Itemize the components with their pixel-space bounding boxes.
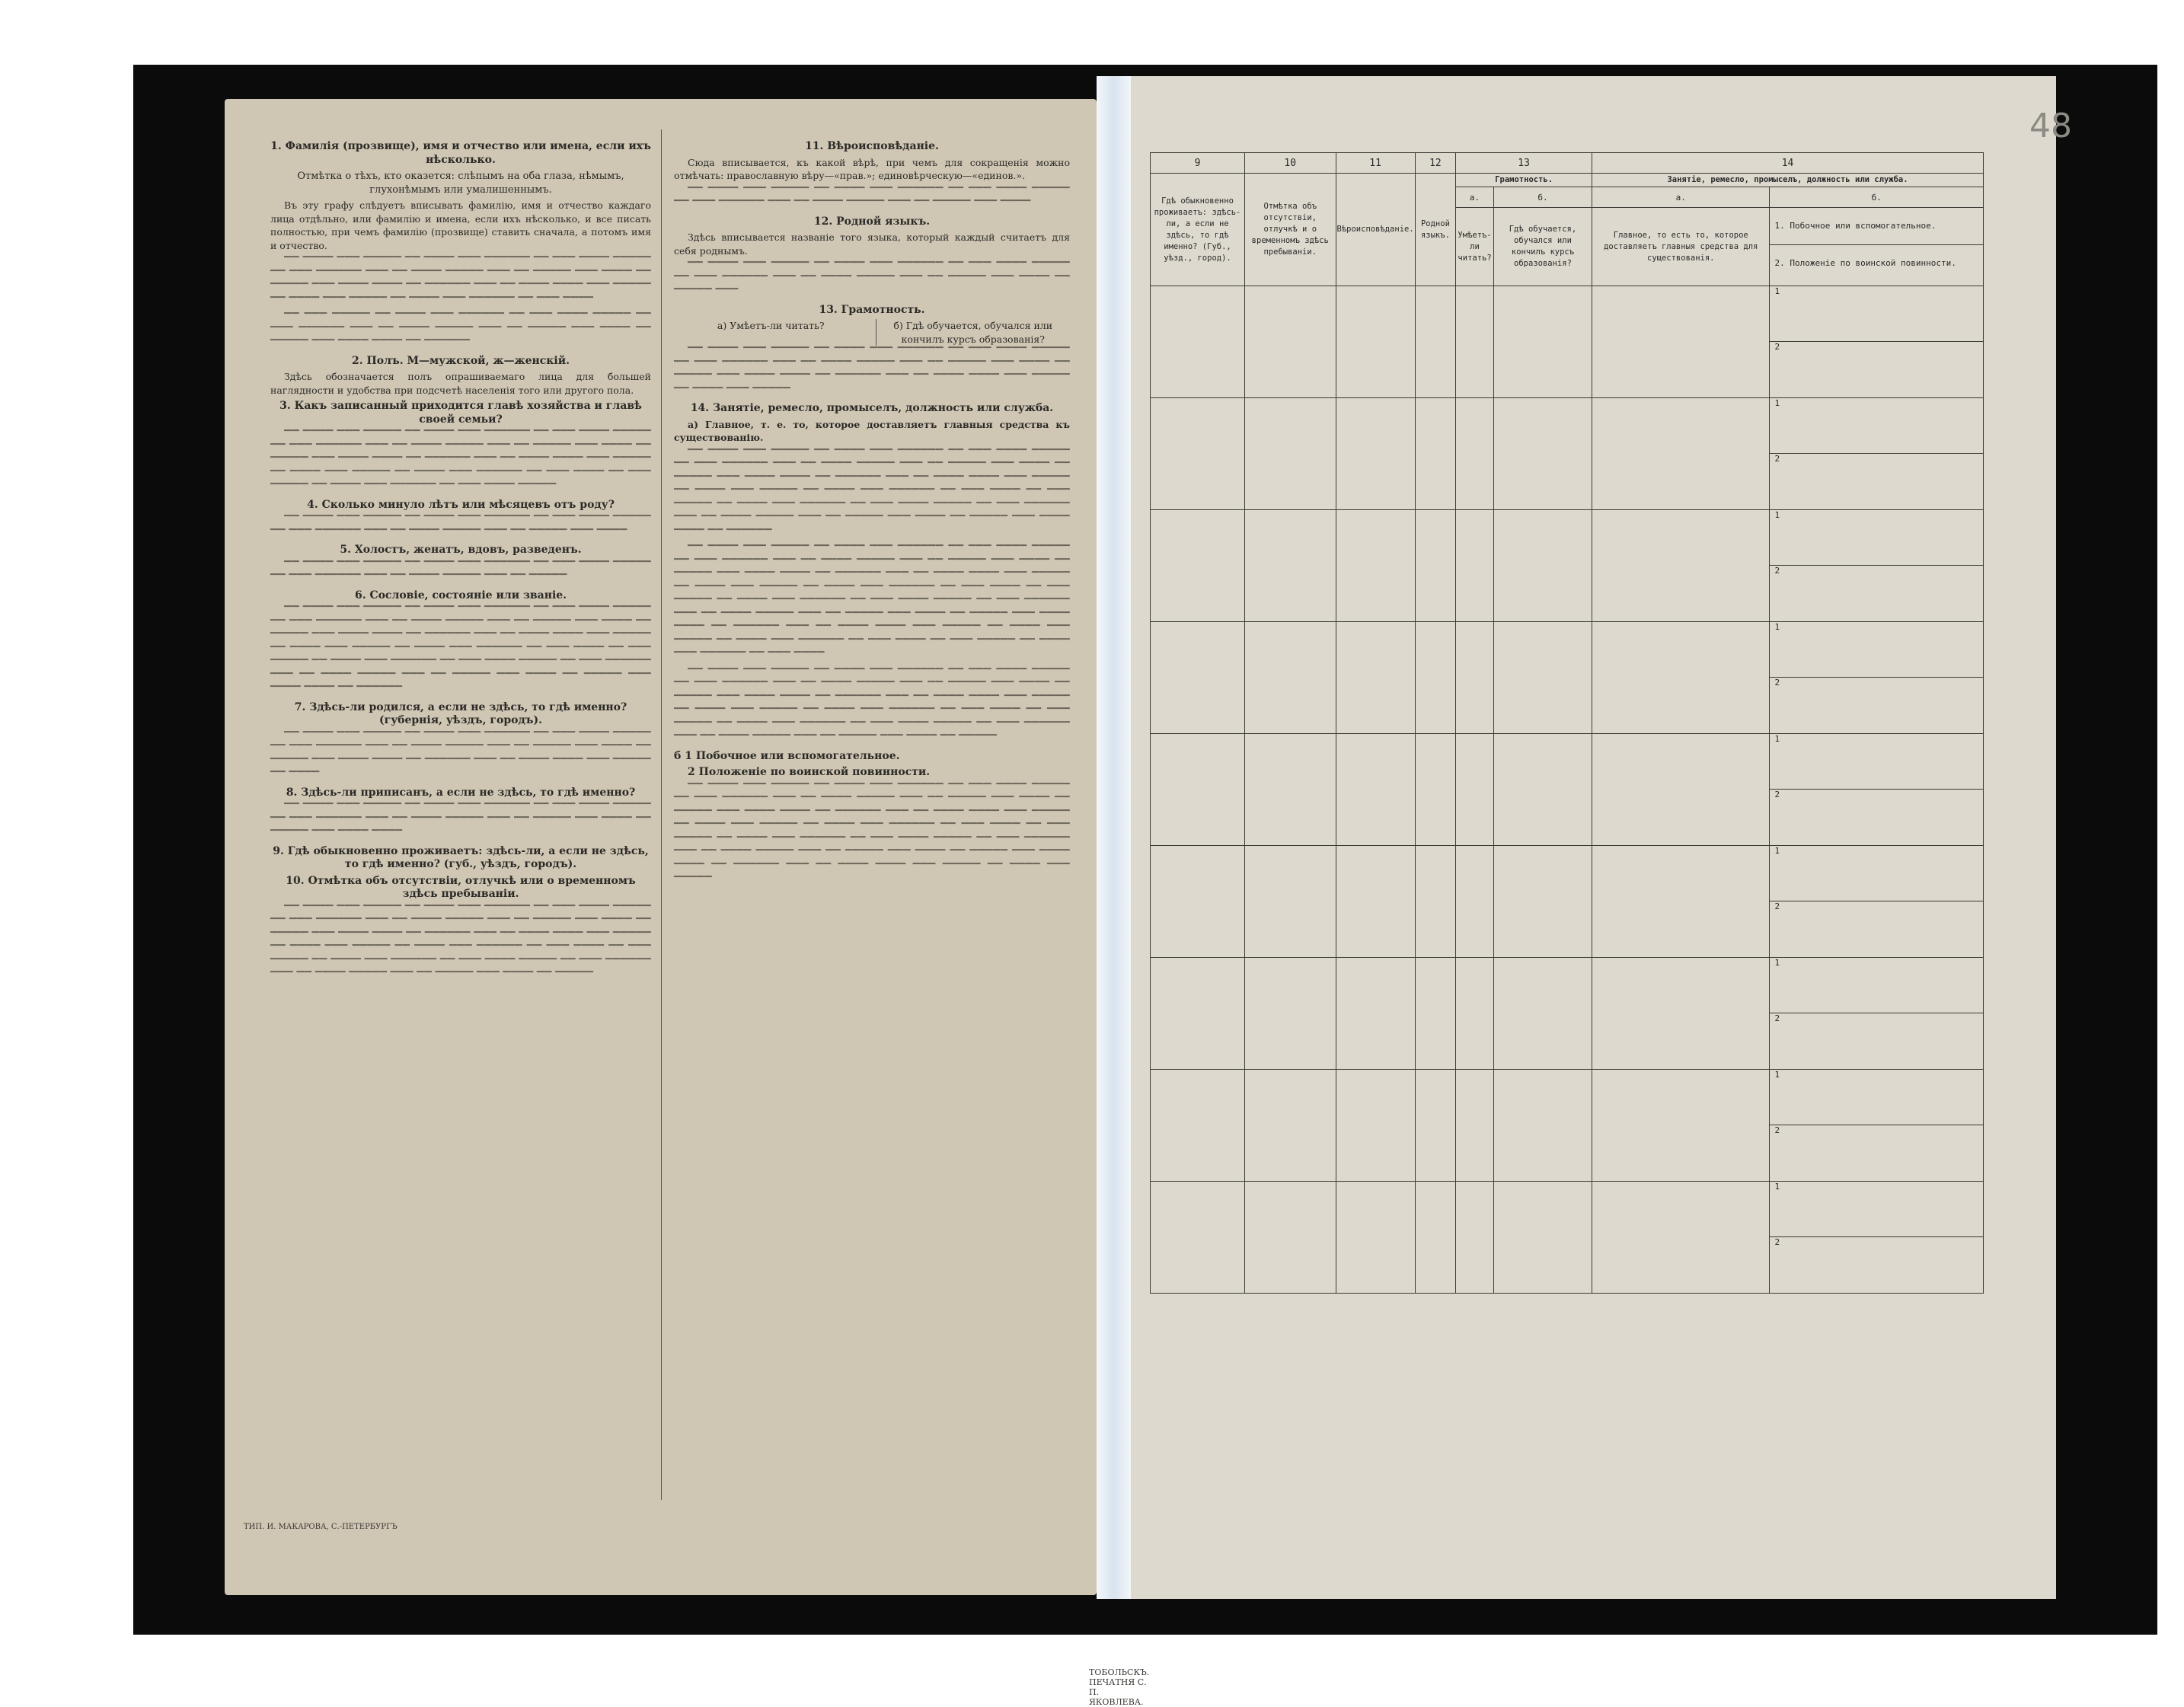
section-14b2-title: 2 Положеніе по воинской повинности.: [688, 766, 931, 778]
header-education: Гдѣ обучается, обучался или кончилъ курсъ образованія?: [1493, 208, 1592, 286]
form-entry-cell: [1415, 1070, 1456, 1182]
form-entry-row: [1151, 286, 1984, 398]
row-mark-2: 2: [1774, 1013, 1780, 1023]
body-text-block: ▔▔ ▔▔▔▔ ▔▔▔ ▔▔▔▔▔ ▔▔ ▔▔▔▔ ▔▔▔ ▔▔▔▔▔▔ ▔▔ ▔▔▔ ▔▔▔▔ ▔▔▔▔▔ ▔▔ ▔▔▔ ▔▔▔▔▔▔ ▔▔▔ ▔▔ ▔▔▔▔ ▔▔▔▔▔ ▔▔▔ ▔▔ ▔▔▔▔▔ ▔▔▔ ▔▔▔▔: [270, 515, 651, 540]
instructions-column-1: [270, 137, 651, 1553]
form-entry-row: [1151, 1182, 1984, 1294]
sub-label-14a: а.: [1592, 187, 1770, 208]
form-entry-cell: [1456, 1182, 1494, 1294]
form-entry-cell: [1592, 286, 1770, 398]
form-entry-row: [1151, 398, 1984, 510]
form-entry-cell: [1415, 734, 1456, 846]
form-entry-cell: [1493, 734, 1592, 846]
body-text-block: ▔▔ ▔▔▔▔ ▔▔▔ ▔▔▔▔▔ ▔▔ ▔▔▔▔ ▔▔▔ ▔▔▔▔▔▔ ▔▔ ▔▔▔ ▔▔▔▔ ▔▔▔▔▔ ▔▔ ▔▔▔ ▔▔▔▔▔▔ ▔▔▔ ▔▔ ▔▔▔▔ ▔▔▔▔▔ ▔▔▔ ▔▔ ▔▔▔▔▔ ▔▔▔ ▔▔▔▔ ▔▔ ▔▔▔▔▔ ▔▔▔ ▔▔▔▔ ▔▔▔▔ ▔▔ ▔▔▔▔▔▔ ▔▔▔ ▔▔ ▔▔▔▔ ▔▔▔▔ ▔▔▔ ▔▔▔▔▔ ▔▔ ▔▔▔▔: [270, 730, 651, 782]
column-number: 13: [1456, 153, 1592, 174]
row-mark-2: 2: [1774, 901, 1780, 911]
body-text-block: ▔▔ ▔▔▔▔ ▔▔▔ ▔▔▔▔▔ ▔▔ ▔▔▔▔ ▔▔▔ ▔▔▔▔▔▔ ▔▔ ▔▔▔ ▔▔▔▔ ▔▔▔▔▔ ▔▔ ▔▔▔ ▔▔▔▔▔▔ ▔▔▔ ▔▔ ▔▔▔▔ ▔▔▔▔▔ ▔▔▔ ▔▔ ▔▔▔▔▔ ▔▔▔ ▔▔▔▔ ▔▔ ▔▔▔▔▔ ▔▔▔ ▔▔▔▔ ▔▔▔▔ ▔▔ ▔▔▔▔▔▔ ▔▔▔ ▔▔ ▔▔▔▔ ▔▔▔▔ ▔▔▔ ▔▔▔▔▔ ▔▔ ▔▔▔▔ ▔▔▔ ▔▔▔▔▔ ▔▔ ▔▔▔▔ ▔▔▔ ▔▔▔▔▔▔ ▔▔ ▔▔▔ ▔▔▔▔ ▔▔ ▔▔▔ ▔▔▔▔▔ ▔▔ ▔▔▔▔ ▔▔▔ ▔▔▔▔▔▔ ▔▔ ▔▔▔ ▔▔▔▔ ▔▔▔▔▔ ▔▔ ▔▔▔ ▔▔▔▔▔▔ ▔▔▔ ▔▔ ▔▔▔▔ ▔▔▔▔▔ ▔▔▔ ▔▔ ▔▔▔▔▔ ▔▔▔ ▔▔▔▔ ▔▔ ▔▔▔▔▔: [270, 904, 651, 982]
form-entry-cell: [1151, 958, 1245, 1070]
row-mark-1: 1: [1770, 622, 1983, 678]
form-entry-cell: [1336, 846, 1415, 958]
form-entry-cell: [1592, 622, 1770, 734]
section-12-text: Здѣсь вписывается названіе того языка, который каждый считаетъ для себя роднымъ.: [674, 231, 1070, 257]
body-text-block: ▔▔ ▔▔▔▔ ▔▔▔ ▔▔▔▔▔ ▔▔ ▔▔▔▔ ▔▔▔ ▔▔▔▔▔▔ ▔▔ ▔▔▔ ▔▔▔▔ ▔▔▔▔▔ ▔▔ ▔▔▔ ▔▔▔▔▔▔ ▔▔▔ ▔▔ ▔▔▔▔ ▔▔▔▔▔ ▔▔▔ ▔▔ ▔▔▔▔▔: [270, 560, 651, 585]
row-mark-2: 2: [1774, 454, 1780, 464]
form-entry-cell: [1415, 958, 1456, 1070]
form-entry-cell: [1151, 286, 1245, 398]
section-2-text: Здѣсь обозначается полъ опрашиваемаго лица для большей наглядности и удобства при подсчетѣ населенія того или другого пола.: [270, 371, 651, 396]
form-entry-cell: [1245, 1070, 1336, 1182]
section-5-title: 5. Холостъ, женатъ, вдовъ, разведенъ.: [340, 544, 582, 556]
column-number: 9: [1151, 153, 1245, 174]
form-entry-cell: [1415, 1182, 1456, 1294]
column-number: 12: [1415, 153, 1456, 174]
form-entry-cell: [1336, 958, 1415, 1070]
body-text-block: ▔▔ ▔▔▔▔ ▔▔▔ ▔▔▔▔▔ ▔▔ ▔▔▔▔ ▔▔▔ ▔▔▔▔▔▔ ▔▔ ▔▔▔ ▔▔▔▔ ▔▔▔▔▔ ▔▔ ▔▔▔ ▔▔▔▔▔▔ ▔▔▔ ▔▔ ▔▔▔▔ ▔▔▔▔▔ ▔▔▔ ▔▔ ▔▔▔▔▔ ▔▔▔ ▔▔▔▔ ▔▔ ▔▔▔▔▔ ▔▔▔: [674, 261, 1070, 299]
body-text-block: ▔▔ ▔▔▔▔ ▔▔▔ ▔▔▔▔▔ ▔▔ ▔▔▔▔ ▔▔▔ ▔▔▔▔▔▔ ▔▔ ▔▔▔ ▔▔▔▔ ▔▔▔▔▔ ▔▔ ▔▔▔ ▔▔▔▔▔▔ ▔▔▔ ▔▔ ▔▔▔▔ ▔▔▔▔▔ ▔▔▔ ▔▔ ▔▔▔▔▔ ▔▔▔ ▔▔▔▔ ▔▔ ▔▔▔▔▔ ▔▔▔ ▔▔▔▔ ▔▔▔▔ ▔▔ ▔▔▔▔▔▔ ▔▔▔ ▔▔ ▔▔▔▔ ▔▔▔▔ ▔▔▔ ▔▔▔▔▔ ▔▔ ▔▔▔▔ ▔▔▔ ▔▔▔▔▔ ▔▔ ▔▔▔▔ ▔▔▔ ▔▔▔▔▔▔ ▔▔ ▔▔▔ ▔▔▔▔ ▔▔ ▔▔▔ ▔▔▔▔▔ ▔▔ ▔▔▔▔ ▔▔▔ ▔▔▔▔▔▔ ▔▔ ▔▔▔ ▔▔▔▔ ▔▔▔▔▔: [270, 429, 651, 494]
section-1-title: 1. Фамилія (прозвище), имя и отчество или имена, если ихъ нѣсколько.: [270, 140, 651, 166]
book-spine: [1097, 76, 1131, 1599]
sub-label-14b: б.: [1770, 187, 1984, 208]
form-entry-cell: [1151, 398, 1245, 510]
row-mark-1: 1: [1770, 958, 1983, 1013]
body-text-block: ▔▔ ▔▔▔▔ ▔▔▔ ▔▔▔▔▔ ▔▔ ▔▔▔▔ ▔▔▔ ▔▔▔▔▔▔ ▔▔ ▔▔▔ ▔▔▔▔ ▔▔▔▔▔ ▔▔ ▔▔▔ ▔▔▔▔▔▔ ▔▔▔ ▔▔ ▔▔▔▔ ▔▔▔▔▔ ▔▔▔ ▔▔ ▔▔▔▔▔ ▔▔▔ ▔▔▔▔ ▔▔ ▔▔▔▔▔ ▔▔▔ ▔▔▔▔ ▔▔▔▔ ▔▔ ▔▔▔▔▔▔ ▔▔▔ ▔▔ ▔▔▔▔ ▔▔▔▔ ▔▔▔ ▔▔▔▔▔ ▔▔ ▔▔▔▔ ▔▔▔ ▔▔▔▔▔: [674, 346, 1070, 398]
form-entry-cell-split: [1770, 734, 1984, 846]
form-entry-cell: [1245, 1182, 1336, 1294]
section-8-title: 8. Здѣсь-ли приписанъ, а если не здѣсь, то гдѣ именно?: [286, 786, 636, 799]
header-absence-note: Отмѣтка объ отсутствіи, отлучкѣ и о временномъ здѣсь пребываніи.: [1245, 174, 1336, 286]
form-entry-row: [1151, 734, 1984, 846]
form-entry-cell: [1245, 734, 1336, 846]
header-residence: Гдѣ обыкновенно проживаетъ: здѣсь-ли, а если не здѣсь, то гдѣ именно? (Губ., уѣзд., город).: [1151, 174, 1245, 286]
section-2-title: 2. Полъ. М—мужской, ж—женскій.: [352, 354, 570, 367]
sub-label-13a: а.: [1456, 187, 1494, 208]
body-text-block: ▔▔ ▔▔▔▔ ▔▔▔ ▔▔▔▔▔ ▔▔ ▔▔▔▔ ▔▔▔ ▔▔▔▔▔▔ ▔▔ ▔▔▔ ▔▔▔▔ ▔▔▔▔▔ ▔▔ ▔▔▔ ▔▔▔▔▔▔ ▔▔▔ ▔▔ ▔▔▔▔ ▔▔▔▔▔ ▔▔▔ ▔▔ ▔▔▔▔▔ ▔▔▔ ▔▔▔▔ ▔▔ ▔▔▔▔▔ ▔▔▔ ▔▔▔▔ ▔▔▔▔ ▔▔ ▔▔▔▔▔▔ ▔▔▔ ▔▔ ▔▔▔▔ ▔▔▔▔ ▔▔▔ ▔▔▔▔▔ ▔▔ ▔▔▔▔ ▔▔▔ ▔▔▔▔▔ ▔▔ ▔▔▔▔ ▔▔▔ ▔▔▔▔▔▔ ▔▔ ▔▔▔ ▔▔▔▔ ▔▔ ▔▔▔ ▔▔▔▔▔ ▔▔ ▔▔▔▔ ▔▔▔ ▔▔▔▔▔▔ ▔▔ ▔▔▔ ▔▔▔▔ ▔▔▔▔▔ ▔▔ ▔▔▔ ▔▔▔▔▔▔ ▔▔▔ ▔▔ ▔▔▔▔ ▔▔▔▔▔ ▔▔▔ ▔▔ ▔▔▔▔▔ ▔▔▔ ▔▔▔▔ ▔▔ ▔▔▔▔▔ ▔▔▔ ▔▔▔▔ ▔▔▔▔ ▔▔ ▔▔▔▔▔▔: [270, 605, 651, 697]
form-entry-cell-split: [1770, 510, 1984, 622]
form-entry-cell: [1151, 1070, 1245, 1182]
section-10-title: 10. Отмѣтка объ отсутствіи, отлучкѣ или о временномъ здѣсь пребываніи.: [286, 874, 636, 900]
form-entry-cell: [1336, 734, 1415, 846]
form-entry-cell: [1336, 1070, 1415, 1182]
form-entry-cell: [1336, 398, 1415, 510]
section-1-subtitle: Отмѣтка о тѣхъ, кто оказется: слѣпымъ на оба глаза, нѣмымъ, глухонѣмымъ или умалишеннымъ.: [297, 171, 624, 196]
row-mark-1: 1: [1770, 510, 1983, 566]
form-entry-row: [1151, 622, 1984, 734]
form-entry-cell: [1493, 398, 1592, 510]
column-number: 14: [1592, 153, 1984, 174]
section-6-title: 6. Сословіе, состояніе или званіе.: [354, 589, 567, 601]
header-native-language: Родной языкъ.: [1415, 174, 1456, 286]
form-entry-cell: [1493, 510, 1592, 622]
form-entry-cell: [1456, 398, 1494, 510]
printer-imprint-right: ТОБОЛЬСКЪ. ПЕЧАТНЯ С. П. ЯКОВЛЕВА.: [1089, 1667, 1150, 1707]
header-occupation: Занятіе, ремесло, промыселъ, должность или служба.: [1592, 174, 1984, 187]
row-mark-2: 2: [1774, 566, 1780, 576]
sub-label-13b: б.: [1493, 187, 1592, 208]
body-text-block: ▔▔ ▔▔▔▔ ▔▔▔ ▔▔▔▔▔ ▔▔ ▔▔▔▔ ▔▔▔ ▔▔▔▔▔▔ ▔▔ ▔▔▔ ▔▔▔▔ ▔▔▔▔▔ ▔▔ ▔▔▔ ▔▔▔▔▔▔ ▔▔▔ ▔▔ ▔▔▔▔ ▔▔▔▔▔ ▔▔▔ ▔▔ ▔▔▔▔▔ ▔▔▔ ▔▔▔▔: [674, 186, 1070, 211]
section-4-title: 4. Сколько минуло лѣтъ или мѣсяцевъ отъ роду?: [307, 498, 615, 511]
form-entry-cell: [1592, 398, 1770, 510]
body-text-block: ▔▔ ▔▔▔▔ ▔▔▔ ▔▔▔▔▔ ▔▔ ▔▔▔▔ ▔▔▔ ▔▔▔▔▔▔ ▔▔ ▔▔▔ ▔▔▔▔ ▔▔▔▔▔ ▔▔ ▔▔▔ ▔▔▔▔▔▔ ▔▔▔ ▔▔ ▔▔▔▔ ▔▔▔▔▔ ▔▔▔ ▔▔ ▔▔▔▔▔ ▔▔▔ ▔▔▔▔ ▔▔ ▔▔▔▔▔ ▔▔▔ ▔▔▔▔ ▔▔▔▔: [270, 802, 651, 841]
census-form-table: [1150, 152, 1984, 1294]
header-military-status: 2. Положеніе по воинской повинности.: [1774, 258, 1956, 268]
form-entry-cell: [1415, 846, 1456, 958]
form-entry-cell: [1493, 286, 1592, 398]
form-entry-cell: [1245, 510, 1336, 622]
form-entry-cell: [1245, 622, 1336, 734]
form-entry-cell-split: [1770, 398, 1984, 510]
section-14b1-title: б 1 Побочное или вспомогательное.: [674, 749, 900, 762]
header-row-1: [1151, 174, 1984, 187]
header-can-read: Умѣетъ-ли читать?: [1456, 208, 1494, 286]
section-12-title: 12. Родной языкъ.: [813, 215, 931, 228]
form-entry-cell: [1592, 846, 1770, 958]
form-entry-cell-split: [1770, 1182, 1984, 1294]
form-entry-cell: [1456, 734, 1494, 846]
form-entry-cell: [1151, 510, 1245, 622]
form-entry-cell: [1336, 1182, 1415, 1294]
body-text-block: ▔▔ ▔▔▔▔ ▔▔▔ ▔▔▔▔▔ ▔▔ ▔▔▔▔ ▔▔▔ ▔▔▔▔▔▔ ▔▔ ▔▔▔ ▔▔▔▔ ▔▔▔▔▔ ▔▔ ▔▔▔ ▔▔▔▔▔▔ ▔▔▔ ▔▔ ▔▔▔▔ ▔▔▔▔▔ ▔▔▔ ▔▔ ▔▔▔▔▔ ▔▔▔ ▔▔▔▔ ▔▔ ▔▔▔▔▔ ▔▔▔ ▔▔▔▔ ▔▔▔▔ ▔▔ ▔▔▔▔▔▔ ▔▔▔ ▔▔ ▔▔▔▔ ▔▔▔▔ ▔▔▔ ▔▔▔▔▔ ▔▔ ▔▔▔▔ ▔▔▔ ▔▔▔▔▔ ▔▔ ▔▔▔▔ ▔▔▔ ▔▔▔▔▔▔ ▔▔ ▔▔▔ ▔▔▔▔ ▔▔ ▔▔▔ ▔▔▔▔▔ ▔▔ ▔▔▔▔ ▔▔▔ ▔▔▔▔▔▔ ▔▔ ▔▔▔ ▔▔▔▔ ▔▔▔▔▔ ▔▔ ▔▔▔ ▔▔▔▔▔▔ ▔▔▔ ▔▔ ▔▔▔▔ ▔▔▔▔▔ ▔▔▔ ▔▔ ▔▔▔▔▔ ▔▔▔ ▔▔▔▔ ▔▔ ▔▔▔▔▔ ▔▔▔ ▔▔▔▔ ▔▔▔▔ ▔▔ ▔▔▔▔▔▔ ▔▔▔ ▔▔ ▔▔▔▔ ▔▔▔▔ ▔▔▔ ▔▔▔▔▔ ▔▔ ▔▔▔▔ ▔▔▔ ▔▔▔▔▔ ▔▔ ▔▔▔▔ ▔▔▔ ▔▔▔▔▔▔ ▔▔ ▔▔▔ ▔▔▔▔ ▔▔ ▔▔▔ ▔▔▔▔▔ ▔▔ ▔▔▔▔ ▔▔▔ ▔▔▔▔▔▔ ▔▔ ▔▔▔ ▔▔▔▔: [674, 544, 1070, 662]
body-text-block: ▔▔ ▔▔▔▔ ▔▔▔ ▔▔▔▔▔ ▔▔ ▔▔▔▔ ▔▔▔ ▔▔▔▔▔▔ ▔▔ ▔▔▔ ▔▔▔▔ ▔▔▔▔▔ ▔▔ ▔▔▔ ▔▔▔▔▔▔ ▔▔▔ ▔▔ ▔▔▔▔ ▔▔▔▔▔ ▔▔▔ ▔▔ ▔▔▔▔▔ ▔▔▔ ▔▔▔▔ ▔▔ ▔▔▔▔▔ ▔▔▔ ▔▔▔▔ ▔▔▔▔ ▔▔ ▔▔▔▔▔▔ ▔▔▔ ▔▔ ▔▔▔▔ ▔▔▔▔ ▔▔▔ ▔▔▔▔▔ ▔▔ ▔▔▔▔ ▔▔▔ ▔▔▔▔▔ ▔▔ ▔▔▔▔ ▔▔▔ ▔▔▔▔▔▔ ▔▔ ▔▔▔ ▔▔▔▔ ▔▔ ▔▔▔ ▔▔▔▔▔ ▔▔ ▔▔▔▔ ▔▔▔ ▔▔▔▔▔▔ ▔▔ ▔▔▔ ▔▔▔▔ ▔▔▔▔▔ ▔▔ ▔▔▔ ▔▔▔▔▔▔ ▔▔▔ ▔▔ ▔▔▔▔ ▔▔▔▔▔ ▔▔▔ ▔▔ ▔▔▔▔▔ ▔▔▔ ▔▔▔▔ ▔▔ ▔▔▔▔▔ ▔▔▔ ▔▔▔▔ ▔▔▔▔ ▔▔ ▔▔▔▔▔▔ ▔▔▔ ▔▔ ▔▔▔▔ ▔▔▔▔ ▔▔▔ ▔▔▔▔▔ ▔▔ ▔▔▔▔ ▔▔▔ ▔▔▔▔▔: [674, 782, 1070, 887]
row-mark-1: 1: [1770, 398, 1983, 454]
form-entry-cell: [1493, 846, 1592, 958]
form-entry-cell: [1456, 510, 1494, 622]
section-1-text: Въ эту графу слѣдуетъ вписывать фамилію, имя и отчество каждаго лица отдѣльно, или фамилію и имена, если ихъ нѣсколько, и все писать полностью, при чемъ фамилію (прозвище) ставить сначала, а потомъ имя и отчество.: [270, 199, 651, 251]
form-entry-cell: [1456, 1070, 1494, 1182]
form-entry-cell: [1592, 1070, 1770, 1182]
form-entry-cell: [1415, 510, 1456, 622]
section-13-title: 13. Грамотность.: [819, 303, 925, 316]
section-14-title: 14. Занятіе, ремесло, промыселъ, должность или служба.: [690, 402, 1054, 414]
body-text-block: ▔▔ ▔▔▔▔ ▔▔▔ ▔▔▔▔▔ ▔▔ ▔▔▔▔ ▔▔▔ ▔▔▔▔▔▔ ▔▔ ▔▔▔ ▔▔▔▔ ▔▔▔▔▔ ▔▔ ▔▔▔ ▔▔▔▔▔▔ ▔▔▔ ▔▔ ▔▔▔▔ ▔▔▔▔▔ ▔▔▔ ▔▔ ▔▔▔▔▔ ▔▔▔ ▔▔▔▔ ▔▔ ▔▔▔▔▔ ▔▔▔ ▔▔▔▔ ▔▔▔▔ ▔▔ ▔▔▔▔▔▔ ▔▔▔ ▔▔ ▔▔▔▔ ▔▔▔▔ ▔▔▔ ▔▔▔▔▔ ▔▔ ▔▔▔▔ ▔▔▔ ▔▔▔▔▔ ▔▔ ▔▔▔▔ ▔▔▔ ▔▔▔▔▔▔ ▔▔ ▔▔▔ ▔▔▔▔ ▔▔ ▔▔▔ ▔▔▔▔▔ ▔▔ ▔▔▔▔ ▔▔▔ ▔▔▔▔▔▔ ▔▔ ▔▔▔ ▔▔▔▔ ▔▔▔▔▔ ▔▔ ▔▔▔ ▔▔▔▔▔▔ ▔▔▔ ▔▔ ▔▔▔▔ ▔▔▔▔▔ ▔▔▔ ▔▔ ▔▔▔▔▔ ▔▔▔ ▔▔▔▔ ▔▔ ▔▔▔▔▔: [674, 667, 1070, 745]
left-page-instructions: [225, 99, 1150, 1707]
form-entry-cell-split: [1770, 958, 1984, 1070]
row-mark-1: 1: [1770, 734, 1983, 790]
form-entry-cell-split: [1770, 1070, 1984, 1182]
row-mark-1: 1: [1770, 1182, 1983, 1237]
form-entry-cell: [1415, 398, 1456, 510]
form-entry-cell: [1456, 286, 1494, 398]
section-13a-label: а) Умѣетъ-ли читать?: [717, 320, 825, 331]
form-entry-cell: [1245, 958, 1336, 1070]
form-entry-cell: [1592, 1182, 1770, 1294]
form-entry-cell: [1415, 286, 1456, 398]
form-entry-cell: [1336, 286, 1415, 398]
section-7-title: 7. Здѣсь-ли родился, а если не здѣсь, то гдѣ именно? (губернія, уѣздъ, городъ).: [294, 700, 627, 726]
form-entry-cell: [1245, 398, 1336, 510]
form-entry-row: [1151, 1070, 1984, 1182]
row-mark-1: 1: [1770, 846, 1983, 901]
section-14a-text: а) Главное, т. е. то, которое доставляетъ главныя средства къ существованію.: [674, 418, 1070, 443]
form-entry-cell: [1245, 286, 1336, 398]
form-entry-cell: [1456, 846, 1494, 958]
body-text-block: ▔▔ ▔▔▔▔ ▔▔▔ ▔▔▔▔▔ ▔▔ ▔▔▔▔ ▔▔▔ ▔▔▔▔▔▔ ▔▔ ▔▔▔ ▔▔▔▔ ▔▔▔▔▔ ▔▔ ▔▔▔ ▔▔▔▔▔▔ ▔▔▔ ▔▔ ▔▔▔▔ ▔▔▔▔▔ ▔▔▔ ▔▔ ▔▔▔▔▔ ▔▔▔ ▔▔▔▔ ▔▔ ▔▔▔▔▔ ▔▔▔ ▔▔▔▔ ▔▔▔▔ ▔▔ ▔▔▔▔▔▔ ▔▔▔ ▔▔ ▔▔▔▔ ▔▔▔▔ ▔▔▔ ▔▔▔▔▔ ▔▔ ▔▔▔▔ ▔▔▔ ▔▔▔▔▔ ▔▔ ▔▔▔▔ ▔▔▔ ▔▔▔▔▔▔ ▔▔ ▔▔▔ ▔▔▔▔: [270, 256, 651, 308]
form-entry-cell-split: [1770, 286, 1984, 398]
form-entry-cell: [1592, 510, 1770, 622]
form-entry-cell: [1456, 622, 1494, 734]
section-9-title: 9. Гдѣ обыкновенно проживаетъ: здѣсь-ли, а если не здѣсь, то гдѣ именно? (губ., уѣздъ, городъ).: [273, 844, 649, 870]
body-text-block: ▔▔ ▔▔▔▔ ▔▔▔ ▔▔▔▔▔ ▔▔ ▔▔▔▔ ▔▔▔ ▔▔▔▔▔▔ ▔▔ ▔▔▔ ▔▔▔▔ ▔▔▔▔▔ ▔▔ ▔▔▔ ▔▔▔▔▔▔ ▔▔▔ ▔▔ ▔▔▔▔ ▔▔▔▔▔ ▔▔▔ ▔▔ ▔▔▔▔▔ ▔▔▔ ▔▔▔▔ ▔▔ ▔▔▔▔▔ ▔▔▔ ▔▔▔▔ ▔▔▔▔ ▔▔ ▔▔▔▔▔▔ ▔▔▔ ▔▔ ▔▔▔▔ ▔▔▔▔ ▔▔▔ ▔▔▔▔▔ ▔▔ ▔▔▔▔ ▔▔▔ ▔▔▔▔▔ ▔▔ ▔▔▔▔ ▔▔▔ ▔▔▔▔▔▔ ▔▔ ▔▔▔ ▔▔▔▔ ▔▔ ▔▔▔ ▔▔▔▔▔ ▔▔ ▔▔▔▔ ▔▔▔ ▔▔▔▔▔▔ ▔▔ ▔▔▔ ▔▔▔▔ ▔▔▔▔▔ ▔▔ ▔▔▔ ▔▔▔▔▔▔ ▔▔▔ ▔▔ ▔▔▔▔ ▔▔▔▔▔ ▔▔▔ ▔▔ ▔▔▔▔▔ ▔▔▔ ▔▔▔▔ ▔▔ ▔▔▔▔▔ ▔▔▔ ▔▔▔▔ ▔▔▔▔ ▔▔ ▔▔▔▔▔▔: [674, 448, 1070, 540]
instructions-column-2: [674, 137, 1070, 1523]
row-mark-2: 2: [1774, 1237, 1780, 1247]
form-entry-cell: [1493, 1182, 1592, 1294]
body-text-block: ▔▔ ▔▔▔ ▔▔▔▔▔ ▔▔ ▔▔▔▔ ▔▔▔ ▔▔▔▔▔▔ ▔▔ ▔▔▔ ▔▔▔▔ ▔▔▔▔▔ ▔▔ ▔▔▔ ▔▔▔▔▔▔ ▔▔▔ ▔▔ ▔▔▔▔ ▔▔▔▔▔ ▔▔▔ ▔▔ ▔▔▔▔▔ ▔▔▔ ▔▔▔▔ ▔▔ ▔▔▔▔▔ ▔▔▔ ▔▔▔▔ ▔▔▔▔ ▔▔ ▔▔▔▔▔▔: [270, 312, 651, 350]
form-entry-cell: [1336, 622, 1415, 734]
form-entry-cell: [1592, 734, 1770, 846]
row-mark-1: 1: [1770, 1070, 1983, 1125]
header-literacy: Грамотность.: [1456, 174, 1592, 187]
column-number: 10: [1245, 153, 1336, 174]
form-entry-cell: [1151, 846, 1245, 958]
form-entry-cell: [1592, 958, 1770, 1070]
printer-imprint-left: ТИП. И. МАКАРОВА, С.-ПЕТЕРБУРГЪ: [244, 1523, 398, 1531]
column-number-row: [1151, 153, 1984, 174]
form-entry-cell: [1493, 622, 1592, 734]
form-entry-cell: [1415, 622, 1456, 734]
form-entry-cell: [1336, 510, 1415, 622]
column-divider: [661, 129, 662, 1500]
form-entry-cell: [1493, 958, 1592, 1070]
row-mark-2: 2: [1774, 1125, 1780, 1135]
form-entry-row: [1151, 846, 1984, 958]
form-entry-cell-split: [1770, 622, 1984, 734]
row-mark-2: 2: [1774, 342, 1780, 352]
section-13b-label: б) Гдѣ обучается, обучался или кончилъ курсъ образованія?: [876, 319, 1071, 346]
column-number: 11: [1336, 153, 1415, 174]
section-11-title: 11. Вѣроисповѣданіе.: [805, 140, 939, 152]
page-number: 48: [2029, 107, 2072, 145]
section-13-subheads: [674, 319, 1070, 346]
header-auxiliary: 1. Побочное или вспомогательное.: [1770, 208, 1983, 245]
header-main-occupation: Главное, то есть то, которое доставляетъ главныя средства для существованія.: [1592, 208, 1770, 286]
section-3-title: 3. Какъ записанный приходится главѣ хозяйства и главѣ своей семьи?: [279, 400, 642, 426]
header-secondary-occupation: [1770, 208, 1984, 286]
form-entry-cell-split: [1770, 846, 1984, 958]
row-mark-1: 1: [1770, 286, 1983, 342]
form-entry-cell: [1493, 1070, 1592, 1182]
row-mark-2: 2: [1774, 678, 1780, 688]
header-religion: Вѣроисповѣданіе.: [1336, 174, 1415, 286]
row-mark-2: 2: [1774, 790, 1780, 799]
form-entry-cell: [1151, 1182, 1245, 1294]
form-entry-cell: [1151, 734, 1245, 846]
form-entry-row: [1151, 510, 1984, 622]
form-entry-cell: [1245, 846, 1336, 958]
form-entry-row: [1151, 958, 1984, 1070]
form-entry-cell: [1151, 622, 1245, 734]
section-11-text: Сюда вписывается, къ какой вѣрѣ, при чемъ для сокращенія можно отмѣчать: православную вѣру—«прав.»; единовѣрческую—«единов.».: [674, 156, 1070, 181]
form-entry-cell: [1456, 958, 1494, 1070]
